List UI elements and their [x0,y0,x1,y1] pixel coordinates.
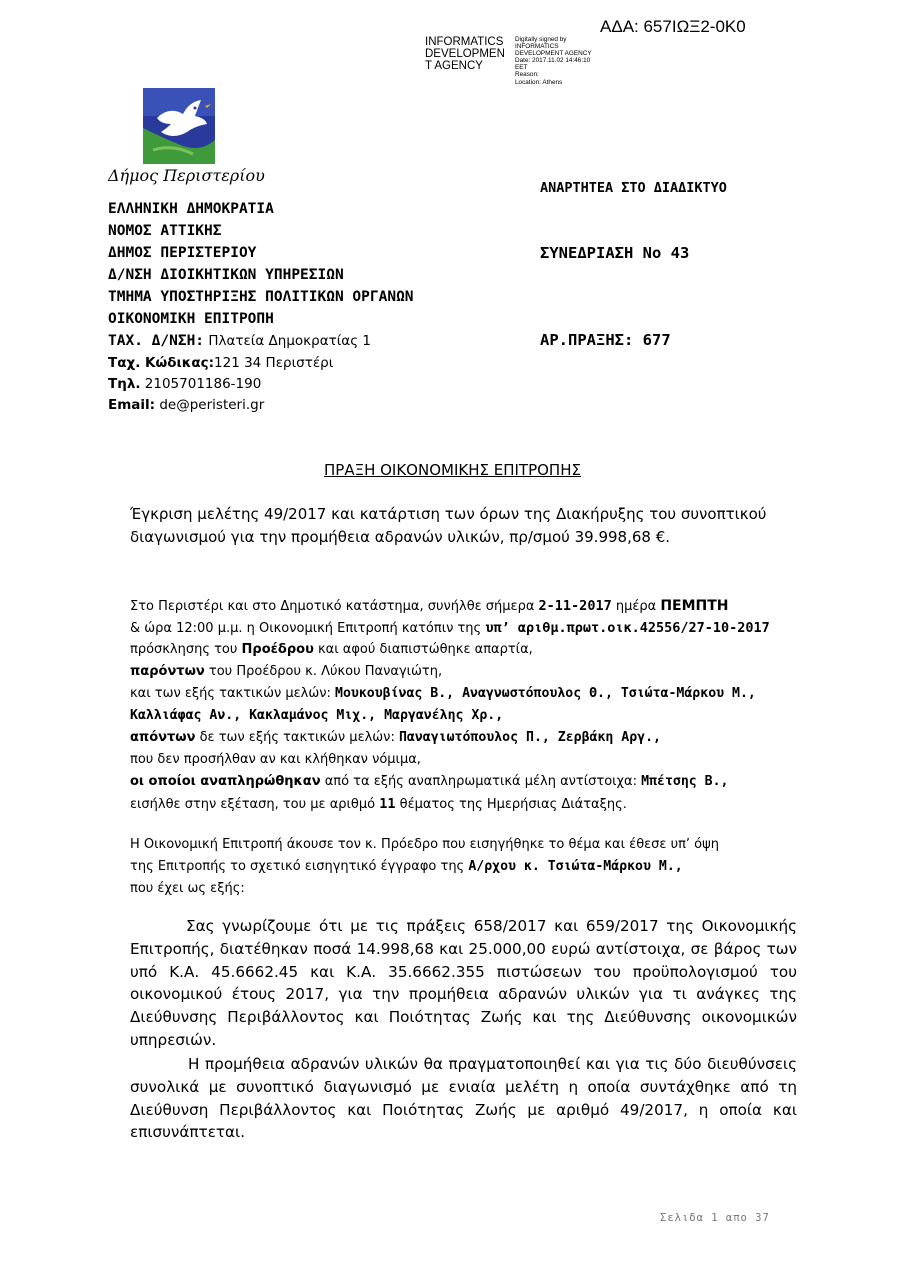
postcode-label: Ταχ. Κώδικας: [108,355,215,371]
org-line: ΟΙΚΟΝΟΜΙΚΗ ΕΠΙΤΡΟΠΗ [108,311,274,327]
present-members: Καλλιάφας Αν., Κακλαμάνος Μιχ., Μαργανέλης Χρ., [130,708,504,723]
meeting-line: που δεν προσήλθαν αν και κλήθηκαν νόμιμα, [130,752,421,767]
meeting-text: εισήλθε στην εξέταση, του με αριθμό [130,797,380,812]
meeting-text: του Προέδρου κ. Λύκου Παναγιώτη, [204,664,443,679]
meeting-text: πρόσκλησης του [130,642,242,657]
document-title: ΠΡΑΞΗ ΟΙΚΟΝΟΜΙΚΗΣ ΕΠΙΤΡΟΠΗΣ [324,461,581,479]
meeting-text: θέματος της Ημερήσιας Διάταξης. [395,797,627,812]
meeting-line [130,796,627,812]
invitation-ref: υπ’ αριθμ.πρωτ.οικ.42556/27-10-2017 [485,620,770,636]
signature-detail-line: Digitally signed by [515,36,567,43]
org-line: ΔΗΜΟΣ ΠΕΡΙΣΤΕΡΙΟΥ [108,245,257,261]
body-paragraph: Σας γνωρίζουμε ότι με τις πράξεις 658/2017 και 659/2017 της Οικονομικής Επιτροπής, διατέθηκαν ποσά 14.998,68 και 25.000,00 ευρώ αντίστοιχα, σε βάρος των υπό Κ.Α. 45.6662.45 και Κ.Α. 35.6662.355 πιστώσεων του προϋπολογισμού του οικονομικού έτους 2017, για την προμήθεια αδρανών υλικών για τι ανάγκες της Διεύθυνσης Περιβάλλοντος και Ποιότητας Ζωής και της Διεύθυνσης οικονομικών υπηρεσιών. [130,917,797,1049]
president-word: Προέδρου [241,642,314,657]
session-number: ΣΥΝΕΔΡΙΑΣΗ Νο 43 [540,244,690,262]
signature-name-line: T AGENCY [425,60,483,72]
meeting-line [130,642,533,657]
rapporteur: Α/ρχου κ. Τσιώτα-Μάρκου Μ., [468,859,683,874]
item-number: 11 [379,796,396,812]
meeting-text: και των εξής τακτικών μελών: [130,686,336,701]
org-line: ΤΜΗΜΑ ΥΠΟΣΤΗΡΙΞΗΣ ΠΟΛΙΤΙΚΩΝ ΟΡΓΑΝΩΝ [108,289,414,305]
meeting-line [130,774,728,789]
intro-text: της Επιτροπής το σχετικό εισηγητικό έγγραφο της [130,859,469,874]
substitute-members: Μπέτσης Β., [641,774,729,789]
signature-details [515,36,592,86]
meeting-text: & ώρα 12:00 μ.μ. η Οικονομική Επιτροπή κατόπιν της [130,621,486,636]
signature-detail-line: EET [515,64,528,72]
municipality-signature: Δήμος Περιστερίου [108,166,265,185]
address-value: Πλατεία Δημοκρατίας 1 [204,333,372,349]
dove-logo-icon [143,88,215,164]
email-line [108,397,264,413]
absent-members: Παναγιωτόπουλος Π., Ζερβάκη Αργ., [398,730,661,745]
signature-name-line: INFORMATICS [425,36,504,48]
signature-detail-line: DEVELOPMENT AGENCY [515,50,592,58]
publish-notice: ΑΝΑΡΤΗΤΕΑ ΣΤΟ ΔΙΑΔΙΚΤΥΟ [540,180,727,196]
meeting-line [130,620,770,636]
address-label: ΤΑΧ. Δ/ΝΣΗ: [108,333,205,349]
phone-value: 2105701186-190 [140,376,262,392]
intro-line: Η Οικονομική Επιτροπή άκουσε τον κ. Πρόεδρο που εισηγήθηκε το θέμα και έθεσε υπ’ όψη [130,837,719,852]
meeting-line [130,708,503,723]
meeting-line [130,730,661,745]
meeting-text: ημέρα [611,599,661,614]
meeting-text: Στο Περιστέρι και στο Δημοτικό κατάστημα, συνήλθε σήμερα [130,599,539,614]
meeting-day: ΠΕΜΠΤΗ [660,598,729,614]
act-number: ΑΡ.ΠΡΑΞΗΣ: 677 [540,331,671,349]
intro-line: που έχει ως εξής: [130,881,245,896]
absent-label: απόντων [130,730,196,745]
body-paragraph: Η προμήθεια αδρανών υλικών θα πραγματοποιηθεί και για τις δύο διευθύνσεις συνολικά με συνοπτικό διαγωνισμό με ενιαία μελέτη η οποία συντάχθηκε από τη Διεύθυνση Περιβάλλοντος και Ποιότητας Ζωής με αριθμό 49/2017, η οποία και επισυνάπτεται. [130,1055,797,1142]
signature-detail-line: Location: Athens [515,78,563,86]
org-line: ΕΛΛΗΝΙΚΗ ΔΗΜΟΚΡΑΤΙΑ [108,201,274,217]
subject-text: Έγκριση μελέτης 49/2017 και κατάρτιση των όρων της Διακήρυξης του συνοπτικού διαγωνισμού για την προμήθεια αδρανών υλικών, πρ/σμού 39.998,68 €. [130,505,767,546]
present-members: Μουκουβίνας Β., Αναγνωστόπουλος Θ., Τσιώτα-Μάρκου Μ., [335,686,756,701]
signature-detail-line: Date: 2017.11.02 14:46:10 [515,57,591,65]
org-line: Δ/ΝΣΗ ΔΙΟΙΚΗΤΙΚΩΝ ΥΠΗΡΕΣΙΩΝ [108,267,344,283]
page-footer: Σελιδα 1 απο 37 [660,1212,770,1224]
meeting-line [130,686,756,701]
replaced-label: οι οποίοι αναπληρώθηκαν [130,774,321,789]
postcode-value: 121 34 Περιστέρι [214,355,334,371]
signature-detail-line: Reason: [515,71,539,79]
address-line [108,333,371,349]
meeting-date: 2-11-2017 [538,598,612,614]
signature-name-line: DEVELOPMEN [425,48,505,60]
intro-line [130,859,683,874]
signature-name [425,36,505,72]
meeting-line [130,598,729,614]
signature-detail-line: INFORMATICS [515,43,559,51]
email-value: de@peristeri.gr [155,397,265,413]
phone-label: Τηλ. [108,376,141,392]
org-line: ΝΟΜΟΣ ΑΤΤΙΚΗΣ [108,223,222,239]
email-label: Email: [108,397,156,413]
meeting-text: δε των εξής τακτικών μελών: [195,730,399,745]
meeting-text: από τα εξής αναπληρωματικά μέλη αντίστοιχα: [320,774,642,789]
meeting-text: και αφού διαπιστώθηκε απαρτία, [313,642,533,657]
present-label: παρόντων [130,664,205,679]
phone-line [108,376,261,392]
meeting-line [130,664,442,679]
ada-code: ΑΔΑ: 657ΙΩΞ2-0Κ0 [600,17,746,36]
postcode-line [108,355,333,371]
